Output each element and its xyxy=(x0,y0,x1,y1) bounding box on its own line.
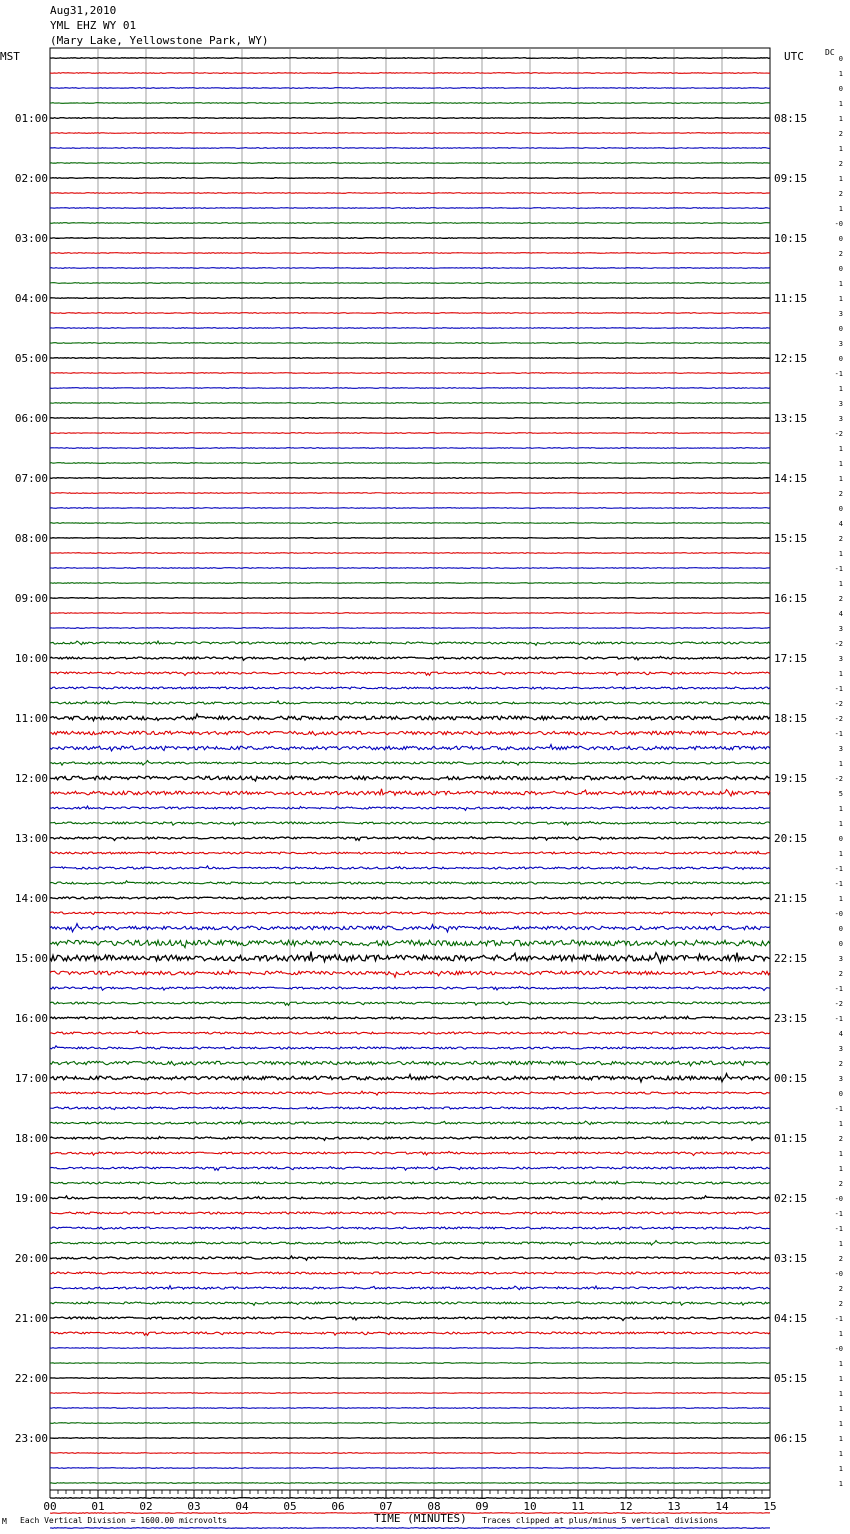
dc-offset-label: -1 xyxy=(834,370,843,378)
seismic-trace xyxy=(50,866,770,870)
dc-offset-label: 1 xyxy=(838,1390,843,1398)
location-label: (Mary Lake, Yellowstone Park, WY) xyxy=(50,34,269,47)
left-hour-label: 13:00 xyxy=(14,832,48,845)
date-label: Aug31,2010 xyxy=(50,4,117,17)
left-hour-label: 04:00 xyxy=(14,292,48,305)
dc-offset-label: -1 xyxy=(834,1315,843,1323)
right-hour-label: 11:15 xyxy=(774,292,808,305)
seismic-trace xyxy=(50,418,770,419)
dc-offset-label: 1 xyxy=(838,895,843,903)
seismic-trace xyxy=(50,628,770,629)
right-hour-label: 18:15 xyxy=(774,712,808,725)
seismic-trace xyxy=(50,298,770,299)
x-tick-label: 10 xyxy=(523,1500,537,1513)
seismic-trace xyxy=(50,313,770,314)
dc-offset-label: 1 xyxy=(838,580,843,588)
seismic-trace xyxy=(50,1151,770,1155)
right-hour-label: 22:15 xyxy=(774,952,808,965)
seismic-trace xyxy=(50,208,770,209)
seismic-trace xyxy=(50,731,770,735)
seismic-trace xyxy=(50,1074,770,1082)
dc-offset-label: 2 xyxy=(838,1300,843,1308)
dc-offset-label: 2 xyxy=(838,1285,843,1293)
dc-offset-label: 1 xyxy=(838,550,843,558)
x-tick-label: 07 xyxy=(379,1500,393,1513)
dc-offset-label: -1 xyxy=(834,730,843,738)
seismic-trace xyxy=(50,373,770,374)
x-tick-label: 01 xyxy=(91,1500,105,1513)
seismic-trace xyxy=(50,148,770,149)
dc-offset-label: -1 xyxy=(834,1225,843,1233)
left-hour-label: 19:00 xyxy=(14,1192,48,1205)
dc-offset-label: 1 xyxy=(838,70,843,78)
seismic-trace xyxy=(50,1302,770,1306)
dc-offset-label: -1 xyxy=(834,985,843,993)
dc-offset-label: 1 xyxy=(838,1375,843,1383)
seismic-trace xyxy=(50,1061,770,1066)
seismic-trace xyxy=(50,1423,770,1424)
dc-offset-label: 1 xyxy=(838,1435,843,1443)
seismic-trace xyxy=(50,1272,770,1274)
seismic-trace xyxy=(50,493,770,494)
seismic-trace xyxy=(50,1256,770,1260)
dc-offset-label: 3 xyxy=(838,745,843,753)
dc-offset-label: 0 xyxy=(838,940,843,948)
left-hour-label: 22:00 xyxy=(14,1372,48,1385)
station-label: YML EHZ WY 01 xyxy=(50,19,137,32)
dc-offset-label: 2 xyxy=(838,535,843,543)
axis-labels xyxy=(15,55,843,1513)
dc-offset-label: 1 xyxy=(838,1420,843,1428)
seismic-trace xyxy=(50,1137,770,1141)
seismic-trace xyxy=(50,1348,770,1349)
seismic-trace xyxy=(50,403,770,404)
right-hour-label: 02:15 xyxy=(774,1192,808,1205)
x-tick-label: 02 xyxy=(139,1500,153,1513)
dc-offset-label: 3 xyxy=(838,955,843,963)
dc-offset-label: 3 xyxy=(838,310,843,318)
right-hour-label: 09:15 xyxy=(774,172,808,185)
seismic-trace xyxy=(50,448,770,449)
seismic-trace xyxy=(50,1332,770,1336)
seismic-trace xyxy=(50,1286,770,1290)
seismic-trace xyxy=(50,253,770,254)
dc-offset-label: 0 xyxy=(838,265,843,273)
seismic-trace xyxy=(50,851,770,854)
left-hour-label: 23:00 xyxy=(14,1432,48,1445)
seismic-trace xyxy=(50,343,770,344)
seismic-trace xyxy=(50,1181,770,1184)
seismic-trace xyxy=(50,1378,770,1379)
seismic-trace xyxy=(50,1016,770,1019)
dc-offset-label: 1 xyxy=(838,1330,843,1338)
left-hour-label: 06:00 xyxy=(14,412,48,425)
dc-offset-label: 4 xyxy=(838,520,843,528)
seismic-trace xyxy=(50,951,770,962)
dc-offset-label: 3 xyxy=(838,1045,843,1053)
seismic-trace xyxy=(50,613,770,614)
left-hour-label: 11:00 xyxy=(14,712,48,725)
seismic-trace xyxy=(50,1167,770,1171)
seismic-trace xyxy=(50,523,770,524)
dc-offset-label: -1 xyxy=(834,1210,843,1218)
left-hour-label: 12:00 xyxy=(14,772,48,785)
seismic-trace xyxy=(50,133,770,134)
dc-offset-label: 1 xyxy=(838,805,843,813)
dc-offset-label: 0 xyxy=(838,505,843,513)
x-tick-label: 08 xyxy=(427,1500,441,1513)
dc-offset-label: 2 xyxy=(838,130,843,138)
seismic-trace xyxy=(50,1241,770,1246)
x-tick-label: 05 xyxy=(283,1500,297,1513)
seismic-trace xyxy=(50,178,770,179)
dc-offset-label: 3 xyxy=(838,655,843,663)
seismic-trace xyxy=(50,641,770,645)
left-hour-label: 16:00 xyxy=(14,1012,48,1025)
right-hour-label: 00:15 xyxy=(774,1072,808,1085)
seismic-trace xyxy=(50,687,770,689)
dc-offset-label: -1 xyxy=(834,880,843,888)
dc-offset-label: -0 xyxy=(834,1195,843,1203)
seismic-trace xyxy=(50,1498,770,1499)
x-tick-label: 11 xyxy=(571,1500,585,1513)
dc-offset-label: 1 xyxy=(838,1120,843,1128)
dc-offset-label: 4 xyxy=(838,610,843,618)
dc-offset-label: 3 xyxy=(838,340,843,348)
seismic-trace xyxy=(50,283,770,284)
seismic-trace xyxy=(50,970,770,977)
right-hour-label: 21:15 xyxy=(774,892,808,905)
seismic-trace xyxy=(50,478,770,479)
right-hour-label: 15:15 xyxy=(774,532,808,545)
seismic-trace xyxy=(50,358,770,359)
seismic-trace xyxy=(50,1002,770,1006)
seismic-trace xyxy=(50,433,770,434)
scale-note: Each Vertical Division = 1600.00 microvolts xyxy=(20,1516,228,1525)
dc-offset-label: -1 xyxy=(834,1015,843,1023)
seismic-trace xyxy=(50,328,770,329)
dc-offset-label: 1 xyxy=(838,670,843,678)
x-tick-label: 09 xyxy=(475,1500,489,1513)
dc-offset-label: 3 xyxy=(838,400,843,408)
dc-offset-label: 1 xyxy=(838,1450,843,1458)
dc-offset-label: 1 xyxy=(838,145,843,153)
seismic-trace xyxy=(50,745,770,751)
right-hour-label: 05:15 xyxy=(774,1372,808,1385)
dc-offset-label: 1 xyxy=(838,280,843,288)
right-hour-label: 03:15 xyxy=(774,1252,808,1265)
seismic-trace xyxy=(50,776,770,781)
seismic-trace xyxy=(50,118,770,119)
right-hour-label: 23:15 xyxy=(774,1012,808,1025)
seismic-trace xyxy=(50,1363,770,1364)
dc-offset-label: 1 xyxy=(838,1405,843,1413)
seismic-trace xyxy=(50,806,770,810)
left-hour-label: 08:00 xyxy=(14,532,48,545)
seismic-trace xyxy=(50,1453,770,1454)
dc-offset-label: 2 xyxy=(838,160,843,168)
left-hour-label: 03:00 xyxy=(14,232,48,245)
seismic-trace xyxy=(50,714,770,721)
left-hour-label: 21:00 xyxy=(14,1312,48,1325)
clip-note: Traces clipped at plus/minus 5 vertical divisions xyxy=(482,1516,719,1525)
seismic-trace xyxy=(50,268,770,269)
seismic-trace xyxy=(50,1316,770,1320)
dc-offset-label: 1 xyxy=(838,460,843,468)
left-hour-label: 02:00 xyxy=(14,172,48,185)
dc-offset-label: 1 xyxy=(838,1240,843,1248)
seismic-trace xyxy=(50,223,770,224)
dc-offset-label: 2 xyxy=(838,490,843,498)
dc-offset-label: -0 xyxy=(834,1345,843,1353)
right-hour-label: 08:15 xyxy=(774,112,808,125)
seismic-trace xyxy=(50,837,770,841)
dc-offset-label: 2 xyxy=(838,970,843,978)
left-hour-label: 05:00 xyxy=(14,352,48,365)
dc-offset-label: -2 xyxy=(834,715,843,723)
dc-offset-label: -2 xyxy=(834,430,843,438)
seismic-trace xyxy=(50,463,770,464)
right-hour-label: 16:15 xyxy=(774,592,808,605)
dc-offset-label: 1 xyxy=(838,1150,843,1158)
seismic-trace xyxy=(50,897,770,900)
dc-offset-label: 3 xyxy=(838,1075,843,1083)
seismic-trace xyxy=(50,1091,770,1095)
seismic-trace xyxy=(50,761,770,766)
dc-offset-label: 1 xyxy=(838,385,843,393)
left-hour-label: 17:00 xyxy=(14,1072,48,1085)
trace-group xyxy=(50,58,770,1534)
dc-offset-label: 1 xyxy=(838,760,843,768)
seismic-trace xyxy=(50,940,770,947)
dc-offset-label: 0 xyxy=(838,1090,843,1098)
seismic-trace xyxy=(50,821,770,825)
left-hour-label: 10:00 xyxy=(14,652,48,665)
dc-offset-label: 2 xyxy=(838,250,843,258)
seismic-trace xyxy=(50,103,770,104)
right-hour-label: 14:15 xyxy=(774,472,808,485)
seismic-trace xyxy=(50,583,770,584)
seismic-trace xyxy=(50,388,770,389)
right-hour-label: 17:15 xyxy=(774,652,808,665)
dc-offset-label: -2 xyxy=(834,700,843,708)
dc-offset-label: -0 xyxy=(834,220,843,228)
dc-offset-label: -0 xyxy=(834,910,843,918)
seismic-trace xyxy=(50,58,770,59)
right-hour-label: 06:15 xyxy=(774,1432,808,1445)
right-hour-label: 20:15 xyxy=(774,832,808,845)
seismic-trace xyxy=(50,789,770,796)
right-hour-label: 01:15 xyxy=(774,1132,808,1145)
dc-offset-label: 2 xyxy=(838,1135,843,1143)
seismic-trace xyxy=(50,238,770,239)
seismic-trace xyxy=(50,73,770,74)
dc-offset-label: 1 xyxy=(838,475,843,483)
x-tick-label: 13 xyxy=(667,1500,681,1513)
dc-offset-label: 2 xyxy=(838,1255,843,1263)
dc-offset-label: 2 xyxy=(838,1060,843,1068)
x-tick-label: 14 xyxy=(715,1500,729,1513)
seismic-trace xyxy=(50,538,770,539)
seismic-trace xyxy=(50,1468,770,1469)
dc-offset-label: 0 xyxy=(838,235,843,243)
x-axis-title: TIME (MINUTES) xyxy=(374,1512,467,1525)
dc-offset-label: 1 xyxy=(838,205,843,213)
dc-offset-label: 3 xyxy=(838,415,843,423)
footer-mark: M xyxy=(2,1517,7,1526)
dc-offset-label: -1 xyxy=(834,685,843,693)
dc-offset-label: 2 xyxy=(838,190,843,198)
seismic-trace xyxy=(50,88,770,89)
left-hour-label: 15:00 xyxy=(14,952,48,965)
dc-offset-label: 0 xyxy=(838,925,843,933)
seismic-trace xyxy=(50,1438,770,1439)
dc-offset-label: 1 xyxy=(838,1480,843,1488)
seismic-trace xyxy=(50,553,770,554)
right-hour-label: 13:15 xyxy=(774,412,808,425)
left-hour-label: 18:00 xyxy=(14,1132,48,1145)
dc-header-label: DC xyxy=(825,48,835,57)
dc-offset-label: -1 xyxy=(834,865,843,873)
dc-offset-label: 1 xyxy=(838,115,843,123)
seismic-trace xyxy=(50,881,770,885)
seismic-trace xyxy=(50,1227,770,1230)
seismic-trace xyxy=(50,598,770,599)
dc-offset-label: 1 xyxy=(838,295,843,303)
seismic-trace xyxy=(50,701,770,704)
dc-offset-label: 1 xyxy=(838,100,843,108)
dc-offset-label: 3 xyxy=(838,625,843,633)
right-hour-label: 10:15 xyxy=(774,232,808,245)
seismic-trace xyxy=(50,1528,770,1529)
right-hour-label: 04:15 xyxy=(774,1312,808,1325)
grid-lines xyxy=(50,48,770,1498)
dc-offset-label: 2 xyxy=(838,595,843,603)
right-timezone-label: UTC xyxy=(784,50,804,63)
left-hour-label: 20:00 xyxy=(14,1252,48,1265)
right-hour-label: 19:15 xyxy=(774,772,808,785)
dc-offset-label: -2 xyxy=(834,775,843,783)
seismic-trace xyxy=(50,656,770,660)
left-hour-label: 09:00 xyxy=(14,592,48,605)
left-timezone-label: MST xyxy=(0,50,20,63)
seismic-trace xyxy=(50,1212,770,1214)
dc-offset-label: 1 xyxy=(838,1165,843,1173)
x-tick-label: 12 xyxy=(619,1500,633,1513)
x-tick-label: 15 xyxy=(763,1500,777,1513)
seismic-trace xyxy=(50,1046,770,1049)
seismic-trace xyxy=(50,1196,770,1200)
dc-offset-label: -1 xyxy=(834,1105,843,1113)
seismic-trace xyxy=(50,1031,770,1035)
dc-offset-label: 1 xyxy=(838,1360,843,1368)
dc-offset-label: -0 xyxy=(834,1270,843,1278)
dc-offset-label: 1 xyxy=(838,1465,843,1473)
seismic-trace xyxy=(50,911,770,915)
seismic-trace xyxy=(50,163,770,164)
left-hour-label: 07:00 xyxy=(14,472,48,485)
seismic-trace xyxy=(50,924,770,932)
seismic-trace xyxy=(50,193,770,194)
x-tick-label: 04 xyxy=(235,1500,249,1513)
seismic-trace xyxy=(50,1121,770,1125)
dc-offset-label: 1 xyxy=(838,820,843,828)
seismic-trace xyxy=(50,1393,770,1394)
left-hour-label: 01:00 xyxy=(14,112,48,125)
dc-offset-label: 5 xyxy=(838,790,843,798)
dc-offset-label: 0 xyxy=(838,85,843,93)
x-tick-label: 06 xyxy=(331,1500,345,1513)
dc-offset-label: 0 xyxy=(838,835,843,843)
dc-offset-label: 1 xyxy=(838,175,843,183)
x-tick-label: 03 xyxy=(187,1500,201,1513)
seismic-trace xyxy=(50,1483,770,1484)
dc-offset-label: 0 xyxy=(838,355,843,363)
seismic-trace xyxy=(50,986,770,990)
x-tick-label: 00 xyxy=(43,1500,57,1513)
seismic-trace xyxy=(50,672,770,676)
dc-offset-label: 4 xyxy=(838,1030,843,1038)
dc-offset-label: -2 xyxy=(834,640,843,648)
left-hour-label: 14:00 xyxy=(14,892,48,905)
seismic-trace xyxy=(50,508,770,509)
seismic-trace xyxy=(50,568,770,569)
dc-offset-label: 1 xyxy=(838,850,843,858)
dc-offset-label: -2 xyxy=(834,1000,843,1008)
dc-offset-label: 0 xyxy=(838,325,843,333)
dc-offset-label: -1 xyxy=(834,565,843,573)
dc-offset-label: 0 xyxy=(838,55,843,63)
dc-offset-label: 2 xyxy=(838,1180,843,1188)
dc-offset-label: 1 xyxy=(838,445,843,453)
right-hour-label: 12:15 xyxy=(774,352,808,365)
seismic-trace xyxy=(50,1107,770,1110)
seismic-trace xyxy=(50,1408,770,1409)
